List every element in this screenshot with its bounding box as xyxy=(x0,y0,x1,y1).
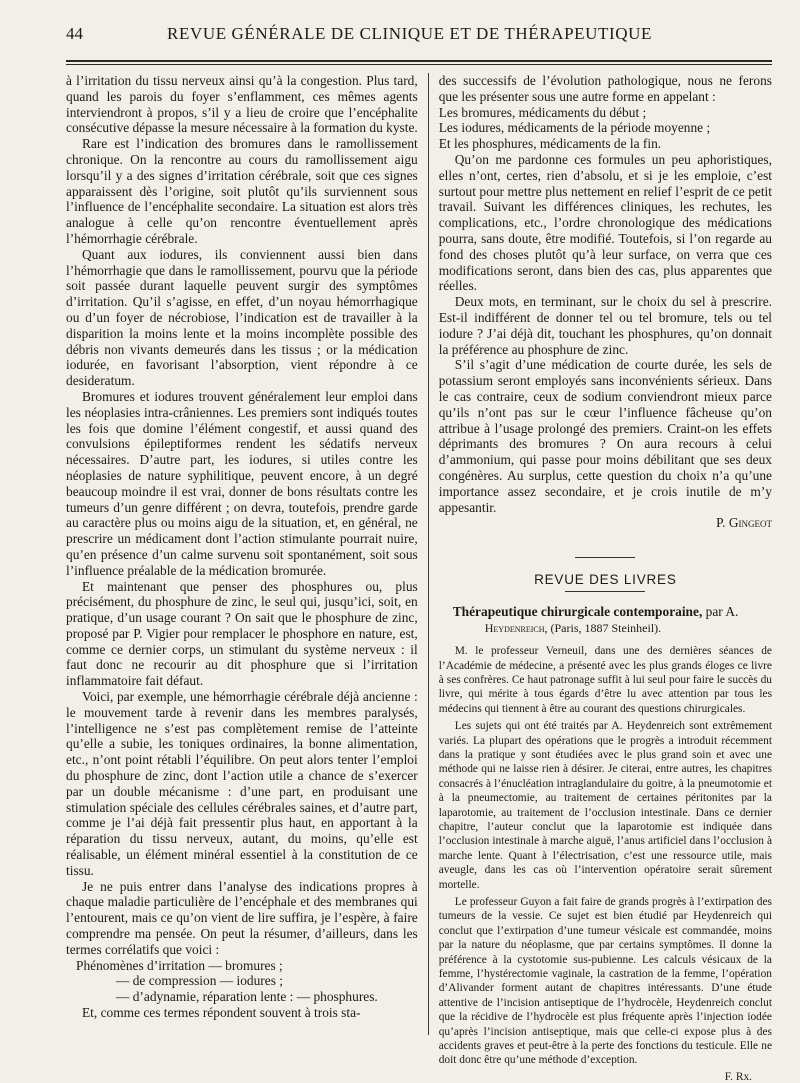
book-title: Thérapeutique chirurgicale contemporaine, xyxy=(452,604,703,620)
section-title: REVUE DES LIVRES xyxy=(534,572,677,588)
paragraph: Deux mots, en terminant, sur le choix du sel à prescrire. Est-il indifférent de donner tel ou tel bromure, tels ou tel iodure ? J’ai déjà dit, touchant les phosphures, qu’on donnait la préférence au phosphure de zinc. xyxy=(438,294,772,357)
paragraph: à l’irritation du tissu nerveux ainsi qu’à la congestion. Plus tard, quand les parois du foyer s’enflamment, ces mêmes agents interviendront à propos, s’il y a lieu de croire que l’encéphalite consécutive dépasse la mesure nécessaire à la formation du kyste. xyxy=(66,73,418,136)
paragraph: S’il s’agit d’une médication de courte durée, les sels de potassium seront employés sans inconvénients sérieux. Dans le cas contraire, ceux de sodium conviendront mieux parce qu’ils n’ont pas sur le cœur l’influence fâcheuse qu’on attribue à l’usage prolongé des premiers. Craint-on les effets déprimants des bromures ? On aura recours à celui d’ammonium, qui passe pour moins débilitant que ses deux congénères. Au surplus, cette question du choix n’a qu’une importance assez secondaire, et je crois inutile de m’y appesantir. xyxy=(438,357,772,515)
list-item: Les iodures, médicaments de la période moyenne ; xyxy=(438,120,711,136)
section-divider xyxy=(565,591,645,592)
review-credit: F. Rx. xyxy=(724,1070,752,1083)
review-paragraph: Le professeur Guyon a fait faire de grands progrès à l’extirpation des tumeurs de la vessie. Ce sujet est bien étudié par Heydenreich qui conclut que l’extirpation d’une tumeur vésicale est commandée, moins par la nature du néoplasme, que par certains symptômes. Il donne la préférence à la cystotomie sus-pubienne. Les calculs vésicaux de la femme, l’hystérectomie vaginale, la castration de la femme, l’opération d’Alivander forment autant de chapitres intéressants. D’une étude attentive de l’incision antiseptique de l’hydrocèle, Heydenreich conclut que la récidive de l’hydrocèle est plus fréquente après l’injection iodée qu’après l’incision antiseptique, mais que celle-ci expose plus à des accidents graves et peut-être à la perte des fonctions du testicule. Elle ne doit donc être qu’une méthode d’exception. xyxy=(438,896,772,1067)
review-by: par A. xyxy=(705,604,739,620)
section-divider xyxy=(575,557,635,558)
review-body xyxy=(439,644,772,1083)
book-publication: (Paris, 1887 Steinheil). xyxy=(550,621,662,636)
review-heading xyxy=(439,604,772,636)
running-header xyxy=(66,0,772,46)
paragraph: Et maintenant que penser des phosphures ou, plus précisément, du phosphure de zinc, le seul qui, jusqu’ici, soit, en pratique, d’un usage courant ? On sait que le phosphure de zinc, proposé par P. Vigier pour remplacer le phosphore en nature, est, comme ce dernier corps, un stimulant du système nerveux : il faut donc ne recourir au dit phosphure que si l’irritation inflammatoire fait défaut. xyxy=(66,578,418,689)
page-number: 44 xyxy=(66,24,83,43)
review-paragraph: M. le professeur Verneuil, dans une des dernières séances de l’Académie de médecine, a présenté avec les plus grands éloges ce livre à ses confrères. Ce haut patronage suffit à lui seul pour faire le succès du livre, qui mérite à tous égards d’être lu avec attention par tous les médecins qui tiennent à être au courant des questions chirurgicales. xyxy=(438,645,772,715)
header-rule xyxy=(66,60,772,62)
formula-line: Phénomènes d’irritation — bromures ; xyxy=(76,957,283,973)
list-item: Et les phosphures, médicaments de la fin. xyxy=(438,136,662,152)
book-author: Heydenreich, xyxy=(484,621,548,636)
two-column-body xyxy=(66,73,772,1083)
paragraph: Je ne puis entrer dans l’analyse des indications propres à chaque maladie particulière de l’encéphale et des membranes qui l’entourent, mais ce qu’on vient de lire suffira, je l’espère, à faire comprendre ma pensée. On peut la résumer, d’ailleurs, dans les termes corrélatifs que voici : xyxy=(66,878,418,957)
summary-formula xyxy=(66,958,418,1005)
paragraph: Quant aux iodures, ils conviennent aussi bien dans l’hémorrhagie que dans le ramollissement, pourvu que la période soit passée durant laquelle peuvent surgir des symptômes d’irritation. Qu’il s’agisse, en effet, d’un noyau hémorrhagique ou d’un foyer de nécrobiose, l’indication est de travailler à la disparition la moins lente et la moins incomplète possible des débris non vivants demeurés dans les tissus ; or la médication iodurée, en favorisant l’absorption, vient répondre à ce desideratum. xyxy=(66,246,418,389)
formula-line: — de compression — iodures ; xyxy=(116,973,283,989)
formula-line: — d’adynamie, réparation lente : — phosphures. xyxy=(116,989,378,1005)
paragraph: Bromures et iodures trouvent généralement leur emploi dans les néoplasies intra-crâniennes. Les premiers sont indiqués toutes les fois que domine l’élément congestif, et aussi quand des convulsions épileptiformes rendent les sédatifs nerveux nécessaires. D’autre part, les iodures, si utiles contre les néoplasies de nature syphilitique, peuvent encore, à un degré beaucoup moindre il est vrai, donner de bons résultats contre les tumeurs d’un genre différent ; on devra, toutefois, prendre garde au caractère plus ou moins aigu de la situation, et, en général, ne prescrire un médicament dont l’action stimulante pourrait nuire, qu’en présence d’un calme survenu soit spontanément, soit sous l’influence préalable de la médication bromurée. xyxy=(66,388,418,578)
paragraph: Qu’on me pardonne ces formules un peu aphoristiques, elles n’ont, certes, rien d’absolu, et si je les emploie, c’est surtout pour mettre plus nettement en relief l’esprit de ce petit travail. Suivant les différences cliniques, les rechutes, les complications, etc., l’ordre chronologique des médications pourra, sans doute, être modifié. Toutefois, si l’on regarde au fond des choses plutôt qu’à leur surface, on verra que ces modifications seront, dans bien des cas, plus apparentes que réelles. xyxy=(438,151,772,294)
journal-title: REVUE GÉNÉRALE DE CLINIQUE ET DE THÉRAPEUTIQUE xyxy=(167,24,652,43)
paragraph: Et, comme ces termes répondent souvent à trois sta- xyxy=(82,1005,361,1021)
author-signature xyxy=(439,515,772,531)
header-rule-thin xyxy=(66,64,772,65)
right-column xyxy=(429,73,772,1083)
medication-list xyxy=(439,105,772,152)
list-item: Les bromures, médicaments du début ; xyxy=(438,104,647,120)
left-column xyxy=(66,73,429,1035)
paragraph: des successifs de l’évolution pathologique, nous ne ferons que les présenter sous une autre forme en appelant : xyxy=(438,73,772,104)
paragraph: Rare est l’indication des bromures dans le ramollissement chronique. On la rencontre au cours du ramollissement aigu lorsqu’il y a des signes d’irritation cérébrale, soit que ces signes apparaissent dès l’origine, soit plutôt qu’ils surviennent sous l’influence de l’encéphalite secondaire. La situation est alors très analogue à celle qu’on rencontre éventuellement après l’hémorrhagie cérébrale. xyxy=(66,136,418,246)
paragraph: Voici, par exemple, une hémorrhagie cérébrale déjà ancienne : le mouvement tarde à revenir dans les membres paralysés, l’intelligence ne s’est pas complètement remise de l’atteinte qu’elle a subie, les toniques ordinaires, la bonne alimentation, etc., n’ont point rétabli l’équilibre. On peut alors tenter l’emploi du phosphure de zinc, dont l’action utile a chance de s’exercer par un double mécanisme : d’une part, en produisant une stimulation spéciale des cellules cérébrales saines, et d’autre part, comme je l’ai déjà fait pressentir plus haut, en apportant à la réparation du tissu nerveux, autant, du moins, qu’elle est réalisable, un élément minéral essentiel à la constitution de ce tissu. xyxy=(66,689,418,878)
signature-name: P. Gingeot xyxy=(716,515,772,531)
review-paragraph: Les sujets qui ont été traités par A. Heydenreich sont extrêmement variés. La plupart des opérations que le progrès a introduit récemment dans la pratique y sont étudiées avec le plus grand soin et avec une méthode qui ne laisse rien à désirer. Je citerai, entre autres, les chapitres consacrés à l’énucléation intraglandulaire du goitre, à la pneumotomie et à la pneumectomie, au traitement de certaines péritonites par la laparotomie, au traitement de l’occlusion intestinale. Dans ce dernier chapitre, l’auteur conclut que la laparotomie est indiquée dans l’occlusion intestinale à marche aiguë, l’anus artificiel dans l’occlusion à marche lente. Quant à l’électrisation, c’est une ressource utile, mais aveugle, dans les cas où l’intervention opératoire serait sûrement mortelle. xyxy=(438,720,772,891)
